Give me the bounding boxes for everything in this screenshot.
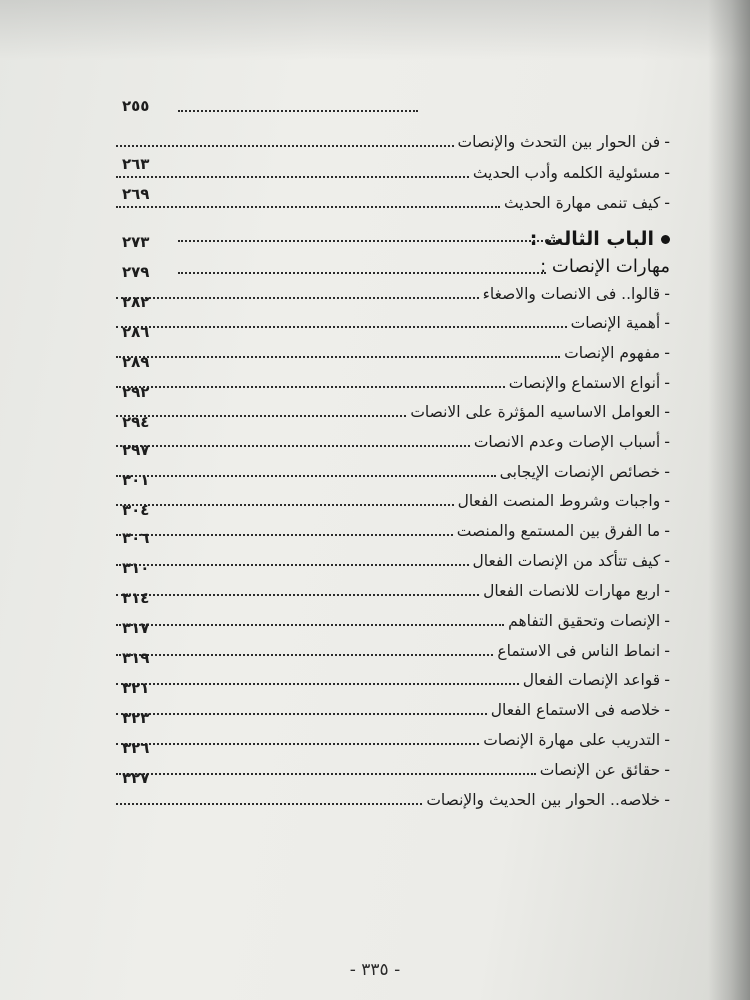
entry-dash: -	[664, 462, 670, 481]
toc-entry	[110, 303, 670, 333]
dot-leader	[116, 445, 470, 447]
toc-entry	[110, 422, 670, 452]
page-ref: ٣١٤	[122, 589, 150, 607]
page-ref: ٢٨٢	[122, 293, 150, 311]
toc-entry	[110, 363, 670, 393]
entry-title: العوامل الاساسيه المؤثرة على الانصات	[410, 403, 661, 421]
entry-title: أسباب الإصات وعدم الانصات	[473, 433, 661, 451]
entry-title: مفهوم الإنصات	[564, 344, 661, 362]
dot-leader	[116, 326, 567, 328]
dot-leader	[116, 504, 454, 506]
toc-entry	[110, 541, 670, 571]
dot-leader	[116, 297, 479, 299]
dot-leader	[178, 110, 418, 112]
entry-dash: -	[664, 700, 670, 719]
dot-leader	[116, 683, 519, 685]
entry-title: كيف تتأكد من الإنصات الفعال	[472, 552, 661, 570]
entry-title: خلاصه فى الاستماع الفعال	[490, 701, 661, 719]
entry-title: اربع مهارات للانصات الفعال	[483, 582, 661, 600]
entry-dash: -	[664, 193, 670, 212]
page-ref: ٢٩٢	[122, 383, 150, 401]
dot-leader	[178, 272, 546, 274]
toc-entry	[110, 571, 670, 601]
entry-dash: -	[664, 343, 670, 362]
dot-leader	[116, 624, 504, 626]
page-ref: ٢٧٩	[122, 263, 150, 281]
toc-entry	[110, 452, 670, 482]
entry-dash: -	[664, 551, 670, 570]
entry-dash: -	[664, 521, 670, 540]
page-ref: ٢٦٣	[122, 155, 150, 173]
entry-title: قواعد الإنصات الفعال	[522, 671, 661, 689]
entry-title: مسئولية الكلمه وأدب الحديث	[472, 164, 661, 182]
page-ref: ٣١٠	[122, 559, 150, 577]
toc-entry	[110, 183, 670, 213]
dot-leader	[116, 176, 469, 178]
toc-entry	[110, 750, 670, 780]
entry-title: قالوا.. فى الانصات والاصغاء	[482, 285, 661, 303]
toc-entry	[110, 274, 670, 304]
top-shadow	[0, 0, 750, 60]
toc-entry	[110, 780, 670, 810]
entry-dash: -	[664, 491, 670, 510]
dot-leader	[116, 803, 422, 805]
chapter-heading	[530, 228, 670, 250]
entry-title: واجبات وشروط المنصت الفعال	[457, 492, 661, 510]
entry-dash: -	[664, 373, 670, 392]
section-heading: مهارات الإنصات :	[540, 256, 670, 277]
bullet-icon	[661, 235, 670, 244]
dot-leader	[116, 654, 493, 656]
page-ref: ٣٠٦	[122, 529, 150, 547]
entry-dash: -	[664, 313, 670, 332]
page-ref: ٣١٧	[122, 619, 150, 637]
toc-entry	[110, 601, 670, 631]
entry-title: حقائق عن الإنصات	[539, 761, 661, 779]
page-number: - ٣٣٥ -	[349, 960, 401, 980]
dot-leader	[116, 475, 496, 477]
dot-leader	[116, 206, 500, 208]
toc-entry	[110, 481, 670, 511]
dot-leader	[116, 356, 560, 358]
entry-title: خصائص الإنصات الإيجابى	[499, 463, 661, 481]
entry-title: أنواع الاستماع والإنصات	[508, 374, 661, 392]
toc-entry	[110, 720, 670, 750]
entry-dash: -	[664, 163, 670, 182]
entry-dash: -	[664, 670, 670, 689]
entry-title: التدريب على مهارة الإنصات	[483, 731, 661, 749]
entry-title: ما الفرق بين المستمع والمنصت	[456, 522, 661, 540]
page-ref: ٢٨٦	[122, 323, 150, 341]
entry-dash: -	[664, 790, 670, 809]
dot-leader	[116, 145, 454, 147]
dot-leader	[116, 773, 536, 775]
toc-entry	[110, 660, 670, 690]
page-ref: ٣٢٣	[122, 709, 150, 727]
chapter-heading-text: الباب الثالث :	[529, 228, 654, 250]
dot-leader	[116, 713, 487, 715]
entry-dash: -	[664, 284, 670, 303]
entry-title: الإنصات وتحقيق التفاهم	[508, 612, 661, 630]
dot-leader	[116, 534, 453, 536]
page-ref: ٣٢٧	[122, 769, 150, 787]
entry-title: أهمية الإنصات	[570, 314, 661, 332]
page-ref: ٣٢٦	[122, 739, 150, 757]
page-ref: ٢٧٣	[122, 233, 150, 251]
page-edge-shadow	[708, 0, 750, 1000]
page-ref: ٢٩٤	[122, 413, 150, 431]
toc-entry	[110, 153, 670, 183]
toc-entry	[110, 631, 670, 661]
toc-entry	[110, 690, 670, 720]
entry-dash: -	[664, 730, 670, 749]
toc-entry	[110, 511, 670, 541]
entry-dash: -	[664, 641, 670, 660]
entry-dash: -	[664, 432, 670, 451]
toc-entry	[110, 122, 670, 152]
dot-leader	[116, 564, 469, 566]
entry-title: كيف تنمى مهارة الحديث	[503, 194, 661, 212]
page-ref: ٣٢١	[122, 679, 150, 697]
dot-leader	[178, 240, 558, 242]
toc-entry	[110, 392, 670, 422]
entry-dash: -	[664, 611, 670, 630]
entry-title: خلاصه.. الحوار بين الحديث والإنصات	[426, 791, 661, 809]
page-ref: ٢٩٧	[122, 441, 150, 459]
entry-title: فن الحوار بين التحدث والإنصات	[457, 133, 661, 151]
dot-leader	[116, 743, 479, 745]
page-ref: ٢٥٥	[122, 97, 150, 115]
page-ref: ٢٨٩	[122, 353, 150, 371]
entry-dash: -	[664, 581, 670, 600]
entry-title: انماط الناس فى الاستماع	[497, 642, 661, 660]
page-ref: ٣٠١	[122, 471, 150, 489]
dot-leader	[116, 594, 479, 596]
page-ref: ٣١٩	[122, 649, 150, 667]
entry-dash: -	[664, 132, 670, 151]
page-ref: ٢٦٩	[122, 185, 150, 203]
toc-entry	[110, 333, 670, 363]
entry-dash: -	[664, 760, 670, 779]
page-ref: ٣٠٤	[122, 501, 150, 519]
entry-dash: -	[664, 402, 670, 421]
dot-leader	[116, 386, 505, 388]
